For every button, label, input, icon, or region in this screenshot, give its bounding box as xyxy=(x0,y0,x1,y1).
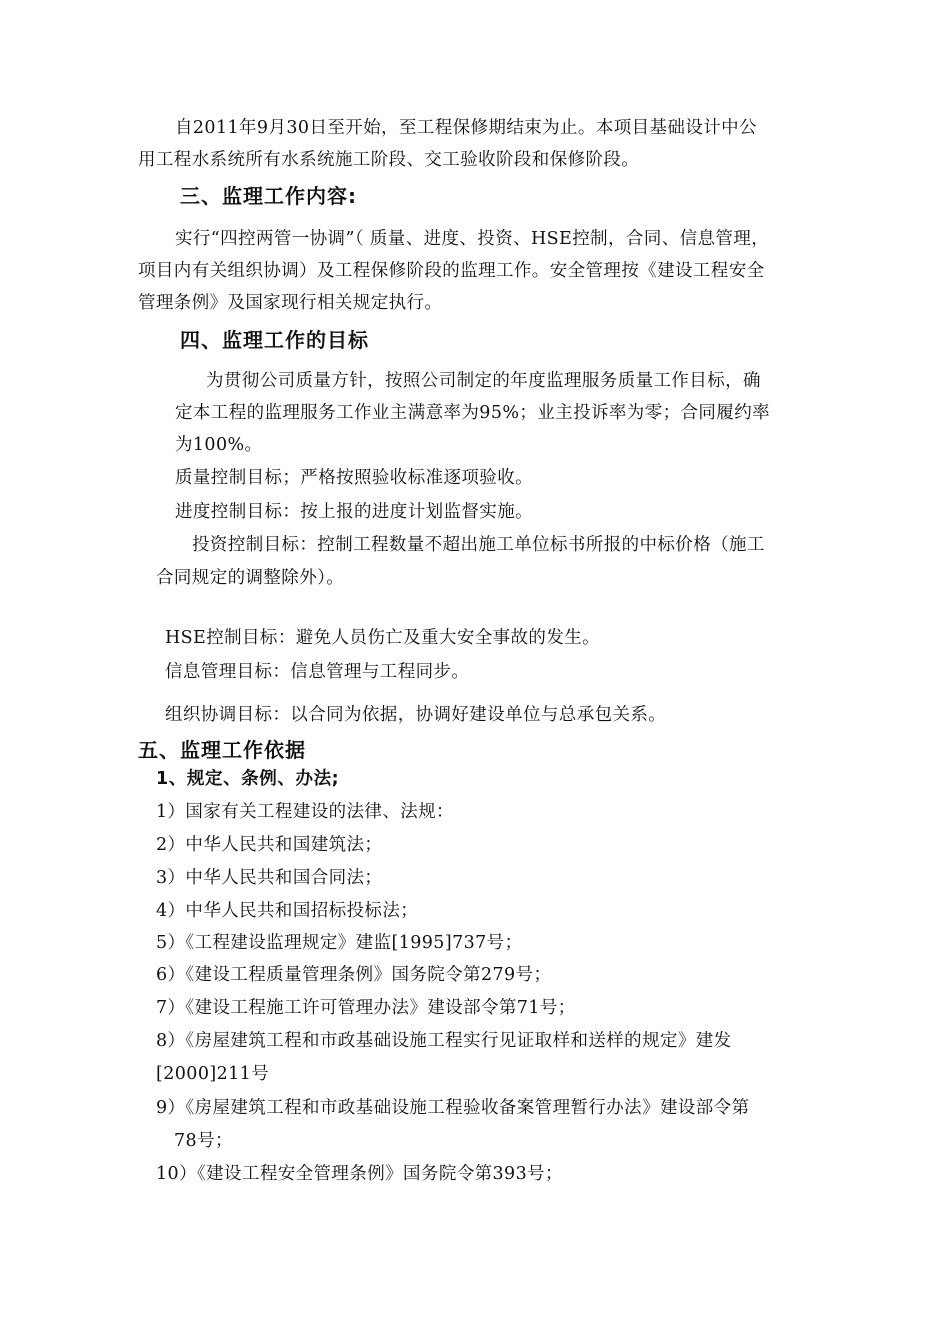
schedule-control-goal: 进度控制目标：按上报的进度计划监督实施。 xyxy=(175,502,533,522)
information-management-goal: 信息管理目标：信息管理与工程同步。 xyxy=(165,662,470,682)
section-4-intro-line-2: 定本工程的监理服务工作业主满意率为95%；业主投诉率为零；合同履约率 xyxy=(175,403,770,423)
coordination-goal: 组织协调目标：以合同为依据，协调好建设单位与总承包关系。 xyxy=(165,705,667,725)
investment-control-goal-line-2: 合同规定的调整除外）。 xyxy=(156,568,345,588)
basis-item-5: 5）《工程建设监理规定》建监[1995]737号； xyxy=(156,933,523,953)
section-5-heading: 五、监理工作依据 xyxy=(138,738,306,762)
section-4-intro-line-3: 为100%。 xyxy=(175,435,263,455)
basis-item-7: 7）《建设工程施工许可管理办法》建设部令第71号； xyxy=(156,998,576,1018)
basis-item-3: 3）中华人民共和国合同法； xyxy=(156,868,383,888)
scope-paragraph-line-1: 自2011年9月30日至开始，至工程保修期结束为止。本项目基础设计中公 xyxy=(175,118,757,138)
basis-item-8-line-1: 8）《房屋建筑工程和市政基础设施工程实行见证取样和送样的规定》建发 xyxy=(156,1031,732,1051)
quality-control-goal: 质量控制目标；严格按照验收标准逐项验收。 xyxy=(175,468,533,488)
hse-control-goal: HSE控制目标：避免人员伤亡及重大安全事故的发生。 xyxy=(165,628,601,648)
section-5-subheading: 1、规定、条例、办法; xyxy=(156,769,340,789)
basis-item-9-line-1: 9）《房屋建筑工程和市政基础设施工程验收备案管理暂行办法》建设部令第 xyxy=(156,1098,750,1118)
basis-item-10: 10）《建设工程安全管理条例》国务院令第393号； xyxy=(156,1164,563,1184)
section-3-line-2: 项目内有关组织协调）及工程保修阶段的监理工作。安全管理按《建设工程安全 xyxy=(138,261,765,281)
scope-paragraph-line-2: 用工程水系统所有水系统施工阶段、交工验收阶段和保修阶段。 xyxy=(138,150,640,170)
basis-item-2: 2）中华人民共和国建筑法； xyxy=(156,835,383,855)
basis-item-1: 1）国家有关工程建设的法律、法规： xyxy=(156,802,454,822)
section-3-heading: 三、监理工作内容: xyxy=(180,184,357,208)
basis-item-8-line-2: [2000]211号 xyxy=(156,1064,270,1084)
investment-control-goal-line-1: 投资控制目标：控制工程数量不超出施工单位标书所报的中标价格（施工 xyxy=(192,535,765,555)
section-4-heading: 四、监理工作的目标 xyxy=(180,328,369,352)
basis-item-9-line-2: 78号； xyxy=(174,1131,233,1151)
basis-item-6: 6）《建设工程质量管理条例》国务院令第279号； xyxy=(156,965,552,985)
basis-item-4: 4）中华人民共和国招标投标法； xyxy=(156,901,419,921)
section-3-line-3: 管理条例》及国家现行相关规定执行。 xyxy=(138,293,443,313)
section-4-intro-line-1: 为贯彻公司质量方针，按照公司制定的年度监理服务质量工作目标，确 xyxy=(206,371,761,391)
section-3-line-1: 实行“四控两管一协调”（ 质量、进度、投资、HSE控制，合同、信息管理， xyxy=(175,229,770,249)
